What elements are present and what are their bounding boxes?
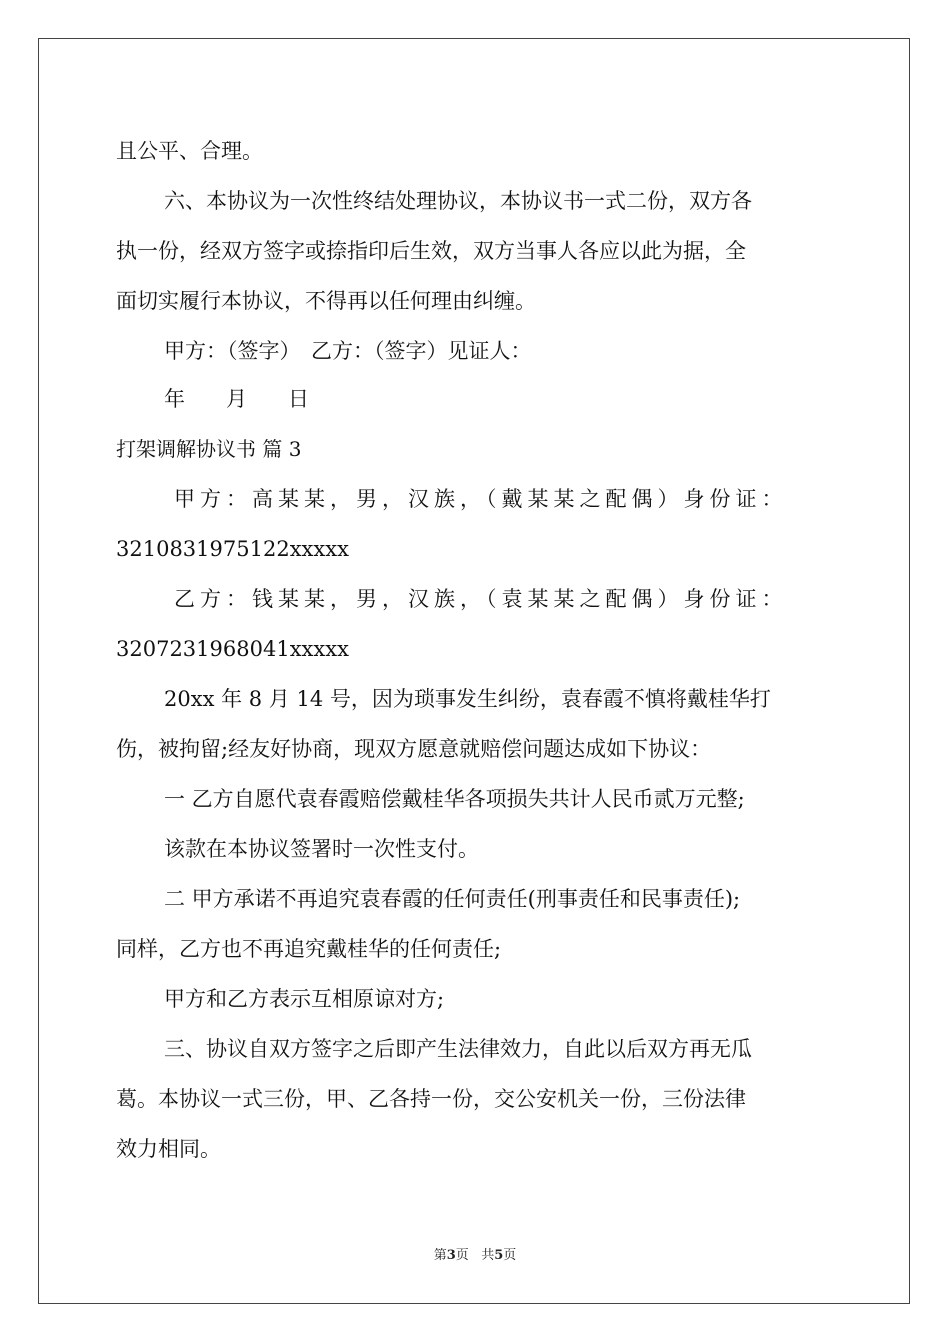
page-prefix: 第 <box>433 1248 447 1263</box>
page-total: 5 <box>494 1248 504 1263</box>
page-current: 3 <box>446 1248 456 1263</box>
paragraph-line: 葛。本协议一式三份，甲、乙各持一份，交公安机关一份，三份法律 <box>116 1087 746 1111</box>
id-number: 3207231968041xxxxx <box>116 637 349 661</box>
date-line <box>164 384 836 414</box>
paragraph-line: 且公平、合理。 <box>116 139 263 163</box>
signature-line: 甲方：（签字） 乙方：（签字）见证人： <box>164 339 532 363</box>
date-year: 年 <box>164 387 185 411</box>
paragraph-line: 20xx 年 8 月 14 号，因为琐事发生纠纷，袁春霞不慎将戴桂华打 <box>164 687 771 711</box>
party-a-line: 甲方：高某某，男，汉族，（戴某某之配偶）身份证： <box>174 487 788 511</box>
paragraph-line: 效力相同。 <box>116 1137 221 1161</box>
date-day: 日 <box>288 387 309 411</box>
paragraph-line: 六、本协议为一次性终结处理协议，本协议书一式二份，双方各 <box>164 189 752 213</box>
paragraph-line: 执一份，经双方签字或捺指印后生效，双方当事人各应以此为据，全 <box>116 239 746 263</box>
party-b-line: 乙方：钱某某，男，汉族，（袁某某之配偶）身份证： <box>174 587 788 611</box>
total-suffix: 页 <box>503 1248 517 1263</box>
clause-line: 二 甲方承诺不再追究袁春霞的任何责任(刑事责任和民事责任); <box>164 887 741 911</box>
paragraph-line: 该款在本协议签署时一次性支付。 <box>164 837 479 861</box>
page-border <box>38 38 910 1304</box>
paragraph-line: 同样，乙方也不再追究戴桂华的任何责任; <box>116 937 502 961</box>
section-heading: 打架调解协议书 篇 3 <box>116 437 302 461</box>
clause-line: 三、协议自双方签字之后即产生法律效力，自此以后双方再无瓜 <box>164 1037 752 1061</box>
total-prefix: 共 <box>481 1248 495 1263</box>
page-suffix: 页 <box>455 1248 469 1263</box>
paragraph-line: 面切实履行本协议，不得再以任何理由纠缠。 <box>116 289 536 313</box>
date-month: 月 <box>226 387 247 411</box>
paragraph-line: 伤，被拘留;经友好协商，现双方愿意就赔偿问题达成如下协议： <box>116 737 712 761</box>
page-footer <box>0 1247 950 1265</box>
id-number: 3210831975122xxxxx <box>116 537 349 561</box>
clause-line: 一 乙方自愿代袁春霞赔偿戴桂华各项损失共计人民币贰万元整; <box>164 787 745 811</box>
paragraph-line: 甲方和乙方表示互相原谅对方; <box>164 987 445 1011</box>
